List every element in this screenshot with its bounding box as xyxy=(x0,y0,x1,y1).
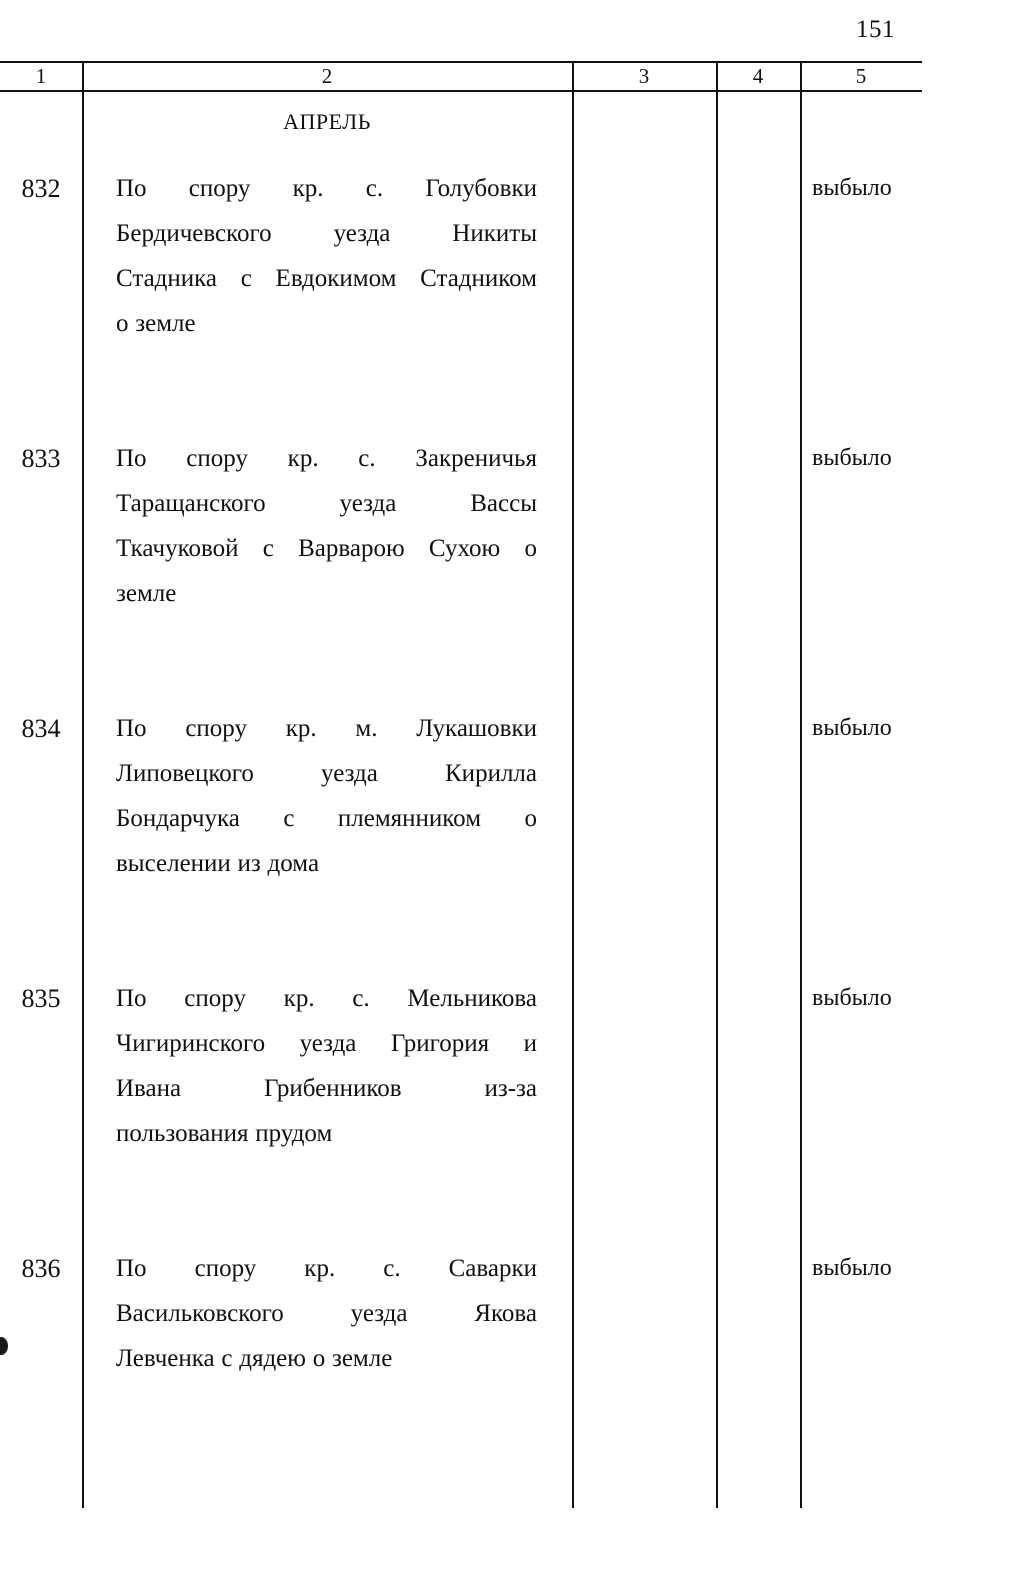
row-description xyxy=(116,976,537,1156)
description-line: Липовецкого уезда Кирилла xyxy=(116,760,537,787)
column-header-1: 1 xyxy=(35,64,47,88)
row-status: выбыло xyxy=(812,985,892,1011)
row-status: выбыло xyxy=(812,715,892,741)
column-header-2: 2 xyxy=(321,64,333,88)
description-line: Чигиринского уезда Григория и xyxy=(116,1030,537,1057)
row-status: выбыло xyxy=(812,445,892,471)
row-description xyxy=(116,706,537,886)
description-line: Бердичевского уезда Никиты xyxy=(116,220,537,247)
description-line: выселении из дома xyxy=(116,850,320,877)
row-number: 832 xyxy=(21,174,61,203)
description-line: Ивана Грибенников из-за xyxy=(116,1075,537,1102)
row-number: 834 xyxy=(21,714,61,743)
month-heading: АПРЕЛЬ xyxy=(283,109,371,134)
column-rule-3 xyxy=(716,61,718,1508)
column-header-4: 4 xyxy=(752,64,764,88)
description-line: Васильковского уезда Якова xyxy=(116,1300,537,1327)
row-description xyxy=(116,1246,537,1381)
description-line: Таращанского уезда Вассы xyxy=(116,490,537,517)
description-line: По спору кр. с. Саварки xyxy=(116,1255,537,1282)
row-status: выбыло xyxy=(812,1255,892,1281)
row-number: 836 xyxy=(21,1254,61,1283)
row-description xyxy=(116,436,537,616)
description-line: Бондарчука с племянником о xyxy=(116,805,537,832)
description-line: По спору кр. с. Закреничья xyxy=(116,445,537,472)
column-header-3: 3 xyxy=(638,64,650,88)
row-description xyxy=(116,166,537,346)
register-table xyxy=(0,61,922,1508)
description-line: По спору кр. с. Голубовки xyxy=(116,175,537,202)
description-line: Стадника с Евдокимом Стадником xyxy=(116,265,537,292)
description-line: По спору кр. с. Мельникова xyxy=(116,985,537,1012)
page-number: 151 xyxy=(856,16,895,43)
row-number: 835 xyxy=(21,984,61,1013)
column-rule-2 xyxy=(572,61,574,1508)
column-header-5: 5 xyxy=(855,64,867,88)
description-line: Ткачуковой с Варварою Сухою о xyxy=(116,535,537,562)
header-bottom-rule xyxy=(0,90,922,92)
description-line: земле xyxy=(116,580,177,607)
column-rule-4 xyxy=(800,61,802,1508)
description-line: пользования прудом xyxy=(116,1120,333,1147)
row-status: выбыло xyxy=(812,175,892,201)
description-line: Левченка с дядею о земле xyxy=(116,1345,393,1372)
row-number: 833 xyxy=(21,444,61,473)
description-line: о земле xyxy=(116,310,196,337)
description-line: По спору кр. м. Лукашовки xyxy=(116,715,537,742)
column-rule-1 xyxy=(82,61,84,1508)
